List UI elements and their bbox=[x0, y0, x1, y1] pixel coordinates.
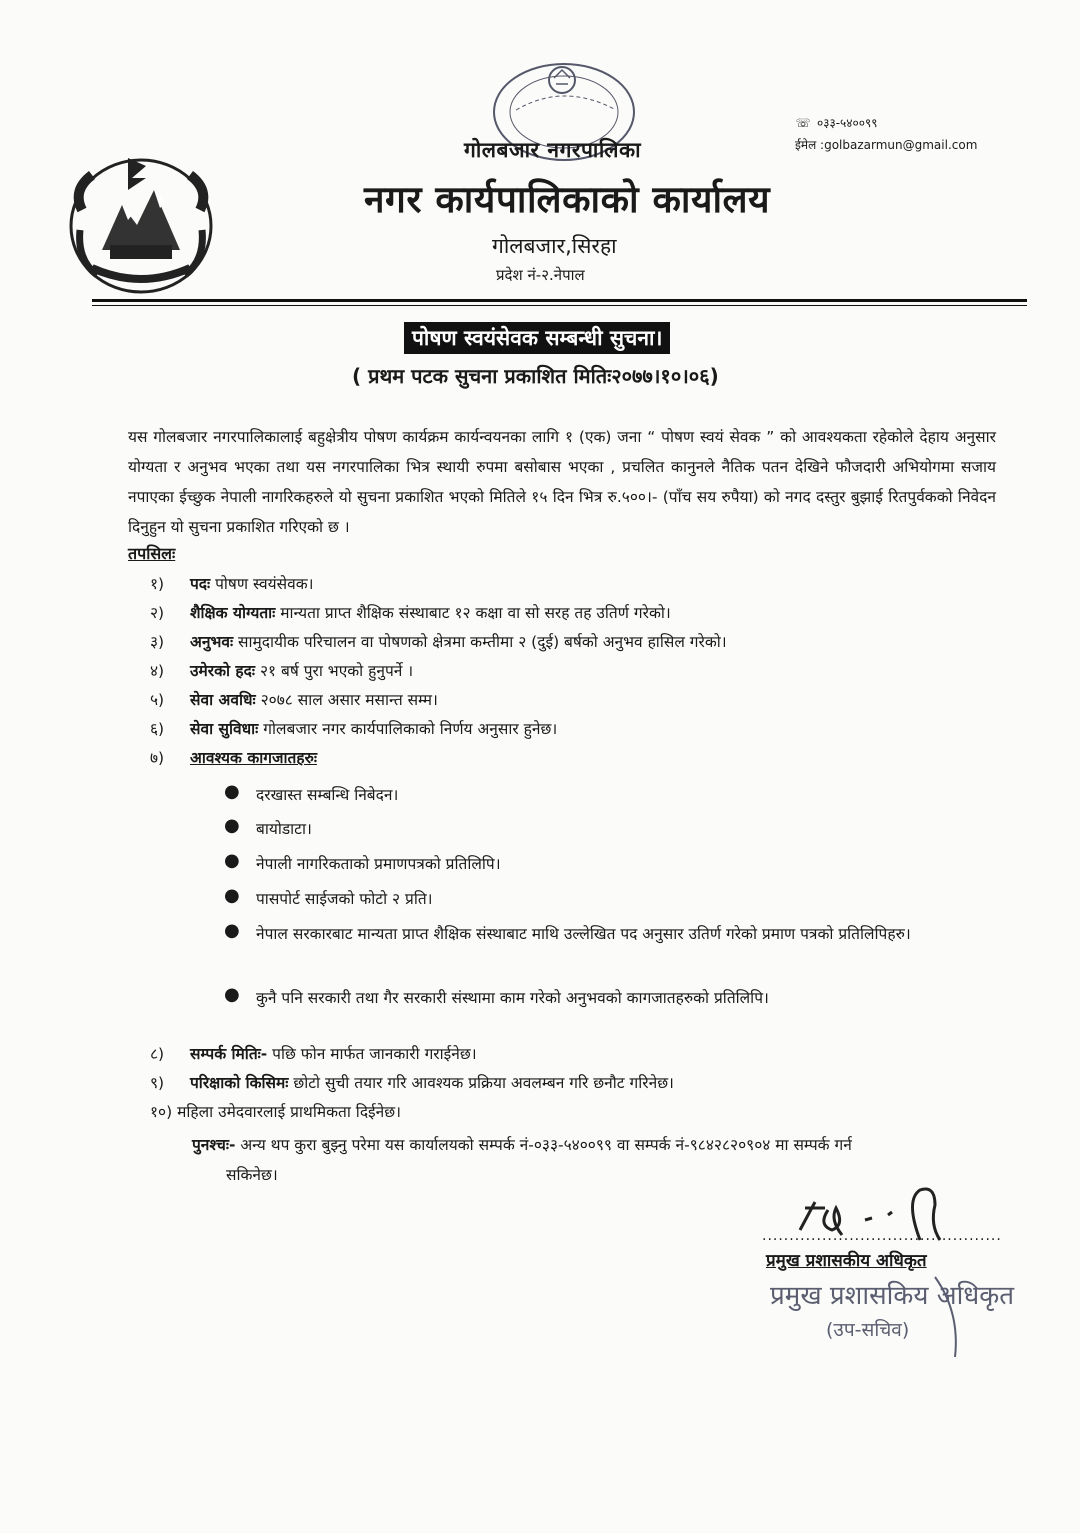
phone-icon: ☏ bbox=[795, 116, 811, 130]
province-line: प्रदेश नं-२.नेपाल bbox=[496, 266, 585, 284]
item-key: उमेरको हदः bbox=[190, 662, 256, 680]
item-value: पोषण स्वयंसेवक। bbox=[210, 575, 314, 593]
list-item: १) पदः पोषण स्वयंसेवक। bbox=[150, 575, 314, 593]
list-item: १०) महिला उमेदवारलाई प्राथमिकता दिईनेछ। bbox=[150, 1103, 402, 1121]
municipality-name: गोलबजार नगरपालिका bbox=[464, 138, 642, 162]
document-item: ● दरखास्त सम्बन्धि निबेदन। bbox=[224, 781, 399, 804]
officer-seal-subtitle: (उप-सचिव) bbox=[826, 1319, 910, 1341]
postscript-key: पुनश्चः- bbox=[192, 1136, 236, 1154]
list-item: ७) आवश्यक कागजातहरुः bbox=[150, 749, 317, 767]
list-item: ६) सेवा सुविधाः गोलबजार नगर कार्यपालिकाको निर्णय अनुसार हुनेछ। bbox=[150, 720, 558, 738]
header-divider-thin bbox=[92, 305, 1027, 306]
document-item: ● बायोडाटा। bbox=[224, 815, 312, 838]
item-key: सम्पर्क मितिः- bbox=[190, 1045, 268, 1063]
email-address[interactable]: :golbazarmun@gmail.com bbox=[820, 138, 978, 152]
item-key: सेवा सुविधाः bbox=[190, 720, 259, 738]
item-value: सामुदायीक परिचालन वा पोषणको क्षेत्रमा कम्तीमा २ (दुई) बर्षको अनुभव हासिल गरेको। bbox=[233, 633, 727, 651]
header-divider bbox=[92, 299, 1027, 302]
notice-date-line: ( प्रथम पटक सुचना प्रकाशित मितिः२०७७।१०।०६) bbox=[352, 364, 719, 388]
item-value: २१ बर्ष पुरा भएको हुनुपर्ने । bbox=[255, 662, 414, 680]
item-key: परिक्षाको किसिमः bbox=[190, 1074, 289, 1092]
list-item: २) शैक्षिक योग्यताः मान्यता प्राप्त शैक्षिक संस्थाबाट १२ कक्षा वा सो सरह तह उतिर्ण गरेको। bbox=[150, 604, 671, 622]
phone-number: ०३३-५४००९९ bbox=[817, 116, 878, 130]
document-item: ● नेपाली नागरिकताको प्रमाणपत्रको प्रतिलिपि। bbox=[224, 850, 501, 873]
bullet-icon: ● bbox=[224, 984, 240, 1005]
item-key: आवश्यक कागजातहरुः bbox=[190, 749, 317, 767]
phone-row bbox=[795, 112, 977, 134]
list-item: ८) सम्पर्क मितिः- पछि फोन मार्फत जानकारी गराईनेछ। bbox=[150, 1045, 477, 1063]
item-value: छोटो सुची तयार गरि आवश्यक प्रक्रिया अवलम्बन गरि छनौट गरिनेछ। bbox=[288, 1074, 674, 1092]
list-item: ५) सेवा अवधिः २०७८ साल असार मसान्त सम्म। bbox=[150, 691, 438, 709]
email-row bbox=[795, 134, 977, 156]
bullet-icon: ● bbox=[224, 885, 240, 906]
item-value: पछि फोन मार्फत जानकारी गराईनेछ। bbox=[267, 1045, 477, 1063]
item-value: २०७८ साल असार मसान्त सम्म। bbox=[255, 691, 438, 709]
signatory-title: प्रमुख प्रशासकीय अधिकृत bbox=[766, 1251, 927, 1271]
item-value: गोलबजार नगर कार्यपालिकाको निर्णय अनुसार हुनेछ। bbox=[258, 720, 558, 738]
bullet-icon: ● bbox=[224, 781, 240, 802]
notice-title: पोषण स्वयंसेवक सम्बन्धी सुचना। bbox=[404, 322, 670, 354]
item-key: सेवा अवधिः bbox=[190, 691, 256, 709]
item-value: महिला उमेदवारलाई प्राथमिकता दिईनेछ। bbox=[177, 1103, 402, 1121]
postscript-text-cont: सकिनेछ। bbox=[226, 1166, 278, 1184]
intro-paragraph: यस गोलबजार नगरपालिकालाई बहुक्षेत्रीय पोषण कार्यक्रम कार्यन्वयनका लागि १ (एक) जना “ पोषण स्वयं सेवक ” को आवश्यकता रहेकोले देहाय अनुसार योग्यता र अनुभव भएका तथा यस नगरपालिका भित्र स्थायी रुपमा बसोबास भएका , प्रचलित कानुनले नैतिक पतन देखिने फौजदारी अभियोगमा सजाय नपाएका ईच्छुक नेपाली नागरिकहरुले यो सुचना प्रकाशित भएको मितिले १५ दिन भित्र रु.५००।- (पाँच सय रुपैया) को नगद दस्तुर बुझाई रितपुर्वकको निवेदन दिनुहुन यो सुचना प्रकाशित गरिएको छ । bbox=[128, 428, 996, 536]
nepal-emblem-icon bbox=[62, 150, 220, 298]
email-label: ईमेल bbox=[795, 138, 817, 152]
office-address: गोलबजार,सिरहा bbox=[492, 234, 617, 258]
list-item: ३) अनुभवः सामुदायीक परिचालन वा पोषणको क्षेत्रमा कम्तीमा २ (दुई) बर्षको अनुभव हासिल गरेको। bbox=[150, 633, 727, 651]
item-key: पदः bbox=[190, 575, 211, 593]
contact-block bbox=[795, 112, 977, 156]
bullet-icon: ● bbox=[224, 850, 240, 871]
document-item: ● पासपोर्ट साईजको फोटो २ प्रति। bbox=[224, 885, 433, 908]
bullet-icon: ● bbox=[224, 920, 240, 941]
item-key: अनुभवः bbox=[190, 633, 234, 651]
postscript-text: अन्य थप कुरा बुझ्नु परेमा यस कार्यालयको सम्पर्क नं-०३३-५४००९९ वा सम्पर्क नं-९८४२८२०९०४ मा सम्पर्क गर्न bbox=[235, 1136, 852, 1154]
officer-seal-title: प्रमुख प्रशासकिय अधिकृत bbox=[770, 1281, 1015, 1311]
document-item: ● नेपाल सरकारबाट मान्यता प्राप्त शैक्षिक संस्थाबाट माथि उल्लेखित पद अनुसार उतिर्ण गरेको प्रमाण पत्रको प्रतिलिपिहरु। bbox=[224, 920, 911, 943]
signature-line: ............................................ bbox=[762, 1228, 1002, 1244]
list-item: ९) परिक्षाको किसिमः छोटो सुची तयार गरि आवश्यक प्रक्रिया अवलम्बन गरि छनौट गरिनेछ। bbox=[150, 1074, 674, 1092]
bullet-icon: ● bbox=[224, 815, 240, 836]
item-value: मान्यता प्राप्त शैक्षिक संस्थाबाट १२ कक्षा वा सो सरह तह उतिर्ण गरेको। bbox=[275, 604, 671, 622]
document-item: ● कुनै पनि सरकारी तथा गैर सरकारी संस्थामा काम गरेको अनुभवको कागजातहरुको प्रतिलिपि। bbox=[224, 984, 769, 1007]
details-heading: तपसिलः bbox=[128, 544, 176, 563]
item-key: शैक्षिक योग्यताः bbox=[190, 604, 276, 622]
office-title: नगर कार्यपालिकाको कार्यालय bbox=[364, 178, 771, 221]
list-item: ४) उमेरको हदः २१ बर्ष पुरा भएको हुनुपर्ने । bbox=[150, 662, 414, 680]
